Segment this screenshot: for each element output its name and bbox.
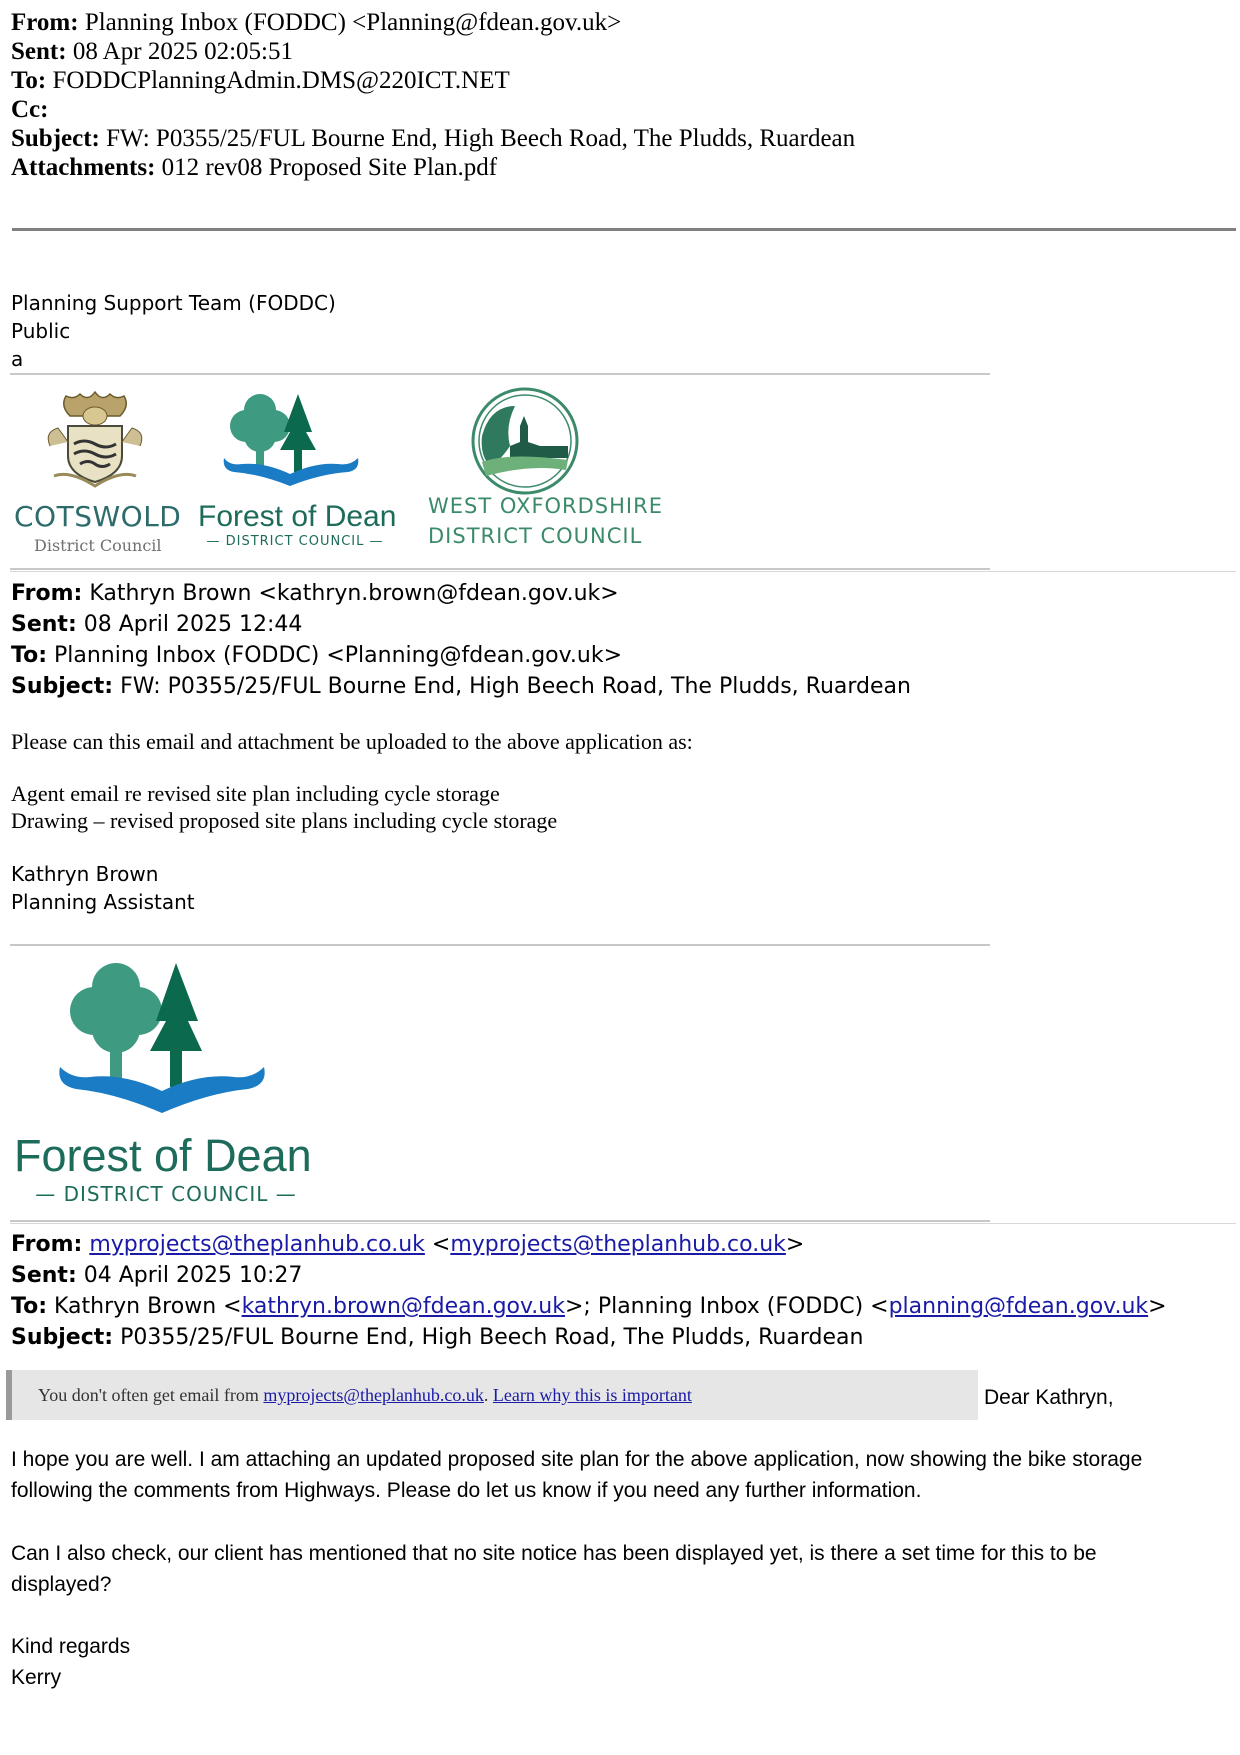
cotswold-logo-subtext: District Council (34, 536, 162, 555)
sent-value: 08 April 2025 12:44 (83, 612, 303, 637)
attachments-value[interactable]: 012 rev08 Proposed Site Plan.pdf (161, 154, 498, 181)
cotswold-logo-text: COTSWOLD (14, 500, 182, 533)
team-extra: a (11, 347, 24, 371)
subject-label: Subject: (11, 125, 100, 152)
from-value: Kathryn Brown <kathryn.brown@fdean.gov.uk> (89, 581, 619, 606)
attachments-label: Attachments: (11, 154, 156, 181)
from-value: Planning Inbox (FODDC) <Planning@fdean.gov.uk> (84, 9, 622, 36)
signature-name: Kathryn Brown (11, 862, 159, 886)
email3-body-line: following the comments from Highways. Please do let us know if you need any further information. (11, 1479, 922, 1502)
external-sender-notice (6, 1370, 978, 1420)
sent-label: Sent: (11, 38, 67, 65)
to-value: Planning Inbox (FODDC) <Planning@fdean.gov.uk> (54, 643, 623, 668)
from-email-link[interactable]: myprojects@theplanhub.co.uk (89, 1232, 425, 1257)
notice-separator: . (483, 1385, 493, 1405)
to-label: To: (11, 1294, 47, 1319)
email2-signature (11, 860, 195, 916)
forest-of-dean-emblem-small-icon (220, 388, 370, 503)
divider (10, 568, 990, 570)
header-cc (11, 95, 855, 124)
forest-of-dean-logo-subtext: — DISTRICT COUNCIL — (206, 534, 384, 549)
divider (10, 944, 990, 946)
team-name: Planning Support Team (FODDC) (11, 291, 336, 315)
header-divider (12, 228, 1236, 231)
subject-label: Subject: (11, 674, 114, 699)
divider (10, 571, 1236, 572)
email2-body-line: Drawing – revised proposed site plans including cycle storage (11, 808, 558, 833)
fod-sub-label: DISTRICT COUNCIL (63, 1182, 269, 1206)
divider (10, 1220, 990, 1222)
signature-title: Planning Assistant (11, 890, 195, 914)
west-oxfordshire-logo-text: WEST OXFORDSHIRE (428, 494, 663, 518)
fod-sub-label: DISTRICT COUNCIL (225, 534, 365, 549)
from-label: From: (11, 581, 83, 606)
to-email-link-planning[interactable]: planning@fdean.gov.uk (888, 1294, 1149, 1319)
from-bracket-close: > (785, 1232, 805, 1257)
to-middle: >; Planning Inbox (FODDC) < (564, 1294, 889, 1319)
email3-sender-name: Kerry (11, 1666, 62, 1689)
sent-value: 04 April 2025 10:27 (83, 1263, 303, 1288)
email3-body-line: I hope you are well. I am attaching an updated proposed site plan for the above application, now showing the bike storage (11, 1448, 1143, 1471)
cotswold-crest-icon (40, 386, 150, 496)
email3-body-line: displayed? (11, 1573, 112, 1596)
sent-value: 08 Apr 2025 02:05:51 (72, 38, 293, 65)
header-sent (11, 37, 855, 66)
email-header (11, 8, 855, 182)
team-signature (11, 289, 336, 373)
email2-subject (11, 671, 911, 702)
email2-sent (11, 609, 911, 640)
team-classification: Public (11, 319, 71, 343)
email2-header (11, 578, 911, 702)
to-email-link-kathryn[interactable]: kathryn.brown@fdean.gov.uk (241, 1294, 565, 1319)
to-label: To: (11, 643, 47, 668)
forest-of-dean-large-logo-text: Forest of Dean (14, 1130, 312, 1181)
from-label: From: (11, 1232, 83, 1257)
email3-header (11, 1229, 1167, 1353)
west-oxfordshire-logo-subtext: DISTRICT COUNCIL (428, 524, 643, 548)
sent-label: Sent: (11, 1263, 77, 1288)
notice-sender-link[interactable]: myprojects@theplanhub.co.uk (263, 1385, 484, 1405)
email3-from (11, 1229, 1167, 1260)
west-oxfordshire-emblem-icon (470, 386, 580, 501)
learn-why-link[interactable]: Learn why this is important (492, 1385, 692, 1405)
subject-label: Subject: (11, 1325, 114, 1350)
header-attachments (11, 153, 855, 182)
cc-label: Cc: (11, 96, 49, 123)
divider (10, 1223, 1236, 1224)
subject-value: P0355/25/FUL Bourne End, High Beech Road, The Pludds, Ruardean (120, 1325, 864, 1350)
sent-label: Sent: (11, 612, 77, 637)
header-from (11, 8, 855, 37)
forest-of-dean-logo-text: Forest of Dean (198, 500, 397, 533)
to-label: To: (11, 67, 47, 94)
notice-text: You don't often get email from (38, 1385, 264, 1405)
header-to (11, 66, 855, 95)
email2-body-line: Agent email re revised site plan including cycle storage (11, 781, 500, 806)
subject-value: FW: P0355/25/FUL Bourne End, High Beech Road, The Pludds, Ruardean (120, 674, 911, 699)
from-bracket-open: < (431, 1232, 451, 1257)
to-end: > (1148, 1294, 1167, 1319)
email2-to (11, 640, 911, 671)
email3-sent (11, 1260, 1167, 1291)
header-subject (11, 124, 855, 153)
to-prefix: Kathryn Brown < (54, 1294, 242, 1319)
email3-to (11, 1291, 1167, 1322)
divider (10, 373, 990, 375)
subject-value: FW: P0355/25/FUL Bourne End, High Beech Road, The Pludds, Ruardean (106, 125, 856, 152)
to-value: FODDCPlanningAdmin.DMS@220ICT.NET (52, 67, 510, 94)
email2-body-line: Please can this email and attachment be uploaded to the above application as: (11, 729, 693, 754)
email2-from (11, 578, 911, 609)
forest-of-dean-large-logo-subtext: — DISTRICT COUNCIL — (35, 1182, 297, 1206)
email3-body-line: Can I also check, our client has mentioned that no site notice has been displayed yet, is there a set time for this to be (11, 1542, 1097, 1565)
forest-of-dean-emblem-large-icon (56, 955, 276, 1135)
from-email-link-2[interactable]: myprojects@theplanhub.co.uk (450, 1232, 786, 1257)
email3-subject (11, 1322, 1167, 1353)
from-label: From: (11, 9, 79, 36)
email3-greeting: Dear Kathryn, (984, 1386, 1114, 1409)
email3-closing: Kind regards (11, 1635, 131, 1658)
